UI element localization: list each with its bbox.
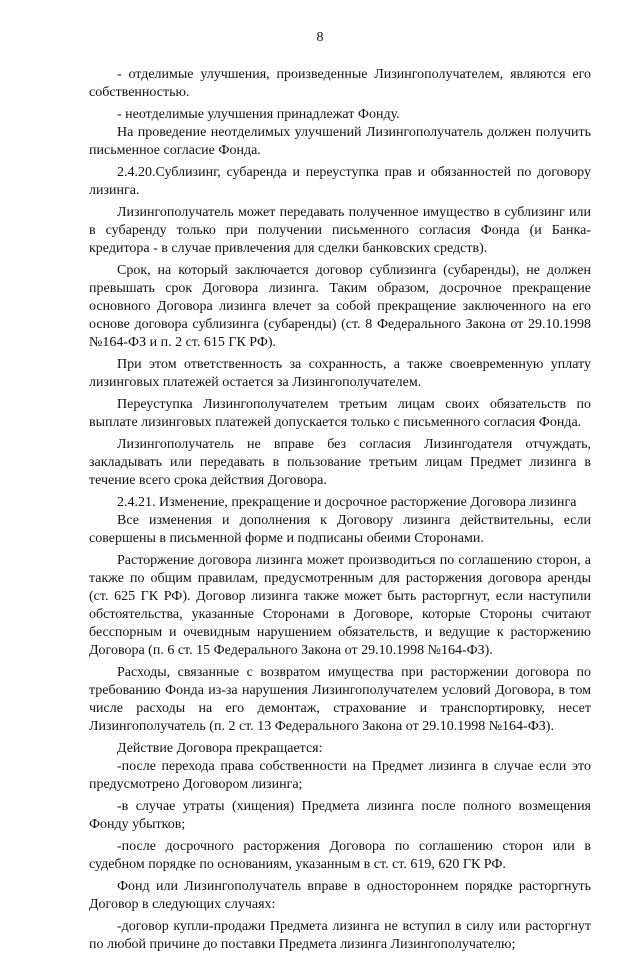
paragraph-inseparable-improvements: - неотделимые улучшения принадлежат Фонду. (117, 107, 400, 122)
paragraph-unilateral-termination: Фонд или Лизингополучатель вправе в одностороннем порядке расторгнуть Договор в следующих случаях: (89, 879, 591, 912)
list-item-early-termination: -после досрочного расторжения Договора по соглашению сторон или в судебном порядке по основаниям, указанным в ст. ст. 619, 620 ГК РФ. (89, 839, 591, 872)
list-item-ownership-transfer: -после перехода права собственности на Предмет лизинга в случае если это предусмотрено Договором лизинга; (89, 759, 591, 792)
list-item-purchase-contract: -договор купли-продажи Предмета лизинга не вступил в силу или расторгнут по любой причине до поставки Предмета лизинга Лизингополучателю; (89, 919, 591, 952)
paragraph-assignment: Переуступка Лизингополучателем третьим лицам своих обязательств по выплате лизинговых платежей допускается только с письменного согласия Фонда. (89, 397, 591, 430)
paragraph-amendments: Все изменения и дополнения к Договору лизинга действительны, если совершены в письменной форме и подписаны обеими Сторонами. (89, 513, 591, 546)
paragraph-contract-ends: Действие Договора прекращается: (117, 741, 323, 756)
page-number: 8 (316, 30, 324, 45)
paragraph-responsibility: При этом ответственность за сохранность, а также своевременную уплату лизинговых платежей остается за Лизингополучателем. (89, 357, 591, 390)
paragraph-alienation-ban: Лизингополучатель не вправе без согласия Лизингодателя отчуждать, закладывать или передавать в пользование третьим лицам Предмет лизинга в течение всего срока действия Договора. (89, 437, 591, 488)
paragraph-separable-improvements: - отделимые улучшения, произведенные Лизингополучателем, являются его собственностью. (89, 67, 591, 100)
paragraph-return-expenses: Расходы, связанные с возвратом имущества при расторжении договора по требованию Фонда из-за нарушения Лизингополучателем условий Договора, в том числе расходы на его демонтаж, страхование и транспортировку, несет Лизингополучатель (п. 2 ст. 13 Федерального Закона от 29.10.1998 №164-ФЗ). (89, 665, 591, 734)
list-item-loss-theft: -в случае утраты (хищения) Предмета лизинга после полного возмещения Фонду убытков; (89, 799, 591, 832)
section-heading-2-4-21: 2.4.21. Изменение, прекращение и досрочное расторжение Договора лизинга (117, 495, 577, 510)
document-body (89, 66, 591, 958)
paragraph-written-consent: На проведение неотделимых улучшений Лизингополучатель должен получить письменное согласие Фонда. (89, 125, 591, 158)
paragraph-sublease-term: Срок, на который заключается договор сублизинга (субаренды), не должен превышать срок Договора лизинга. Таким образом, досрочное прекращение основного Договора лизинга влечет за собой прекращение заключенного на его основе договора сублизинга (субаренды) (ст. 8 Федерального Закона от 29.10.1998 №164-ФЗ и п. 2 ст. 615 ГК РФ). (89, 263, 591, 350)
section-heading-2-4-20: 2.4.20.Сублизинг, субаренда и переуступка прав и обязанностей по договору лизинга. (89, 165, 591, 198)
paragraph-termination: Расторжение договора лизинга может производиться по соглашению сторон, а также по общим правилам, предусмотренным для расторжения договора аренды (ст. 625 ГК РФ). Договор лизинга также может быть расторгнут, если наступили обстоятельства, указанные Сторонами в Договоре, которые Стороны считают бесспорным и очевидным нарушением обязательств, и ведущие к расторжению Договора (п. 6 ст. 15 Федерального Закона от 29.10.1998 №164-ФЗ). (89, 553, 591, 658)
paragraph-sublease-transfer: Лизингополучатель может передавать полученное имущество в сублизинг или в субаренду только при получении письменного согласия Фонда (и Банка-кредитора - в случае привлечения для сделки банковских средств). (89, 205, 591, 256)
